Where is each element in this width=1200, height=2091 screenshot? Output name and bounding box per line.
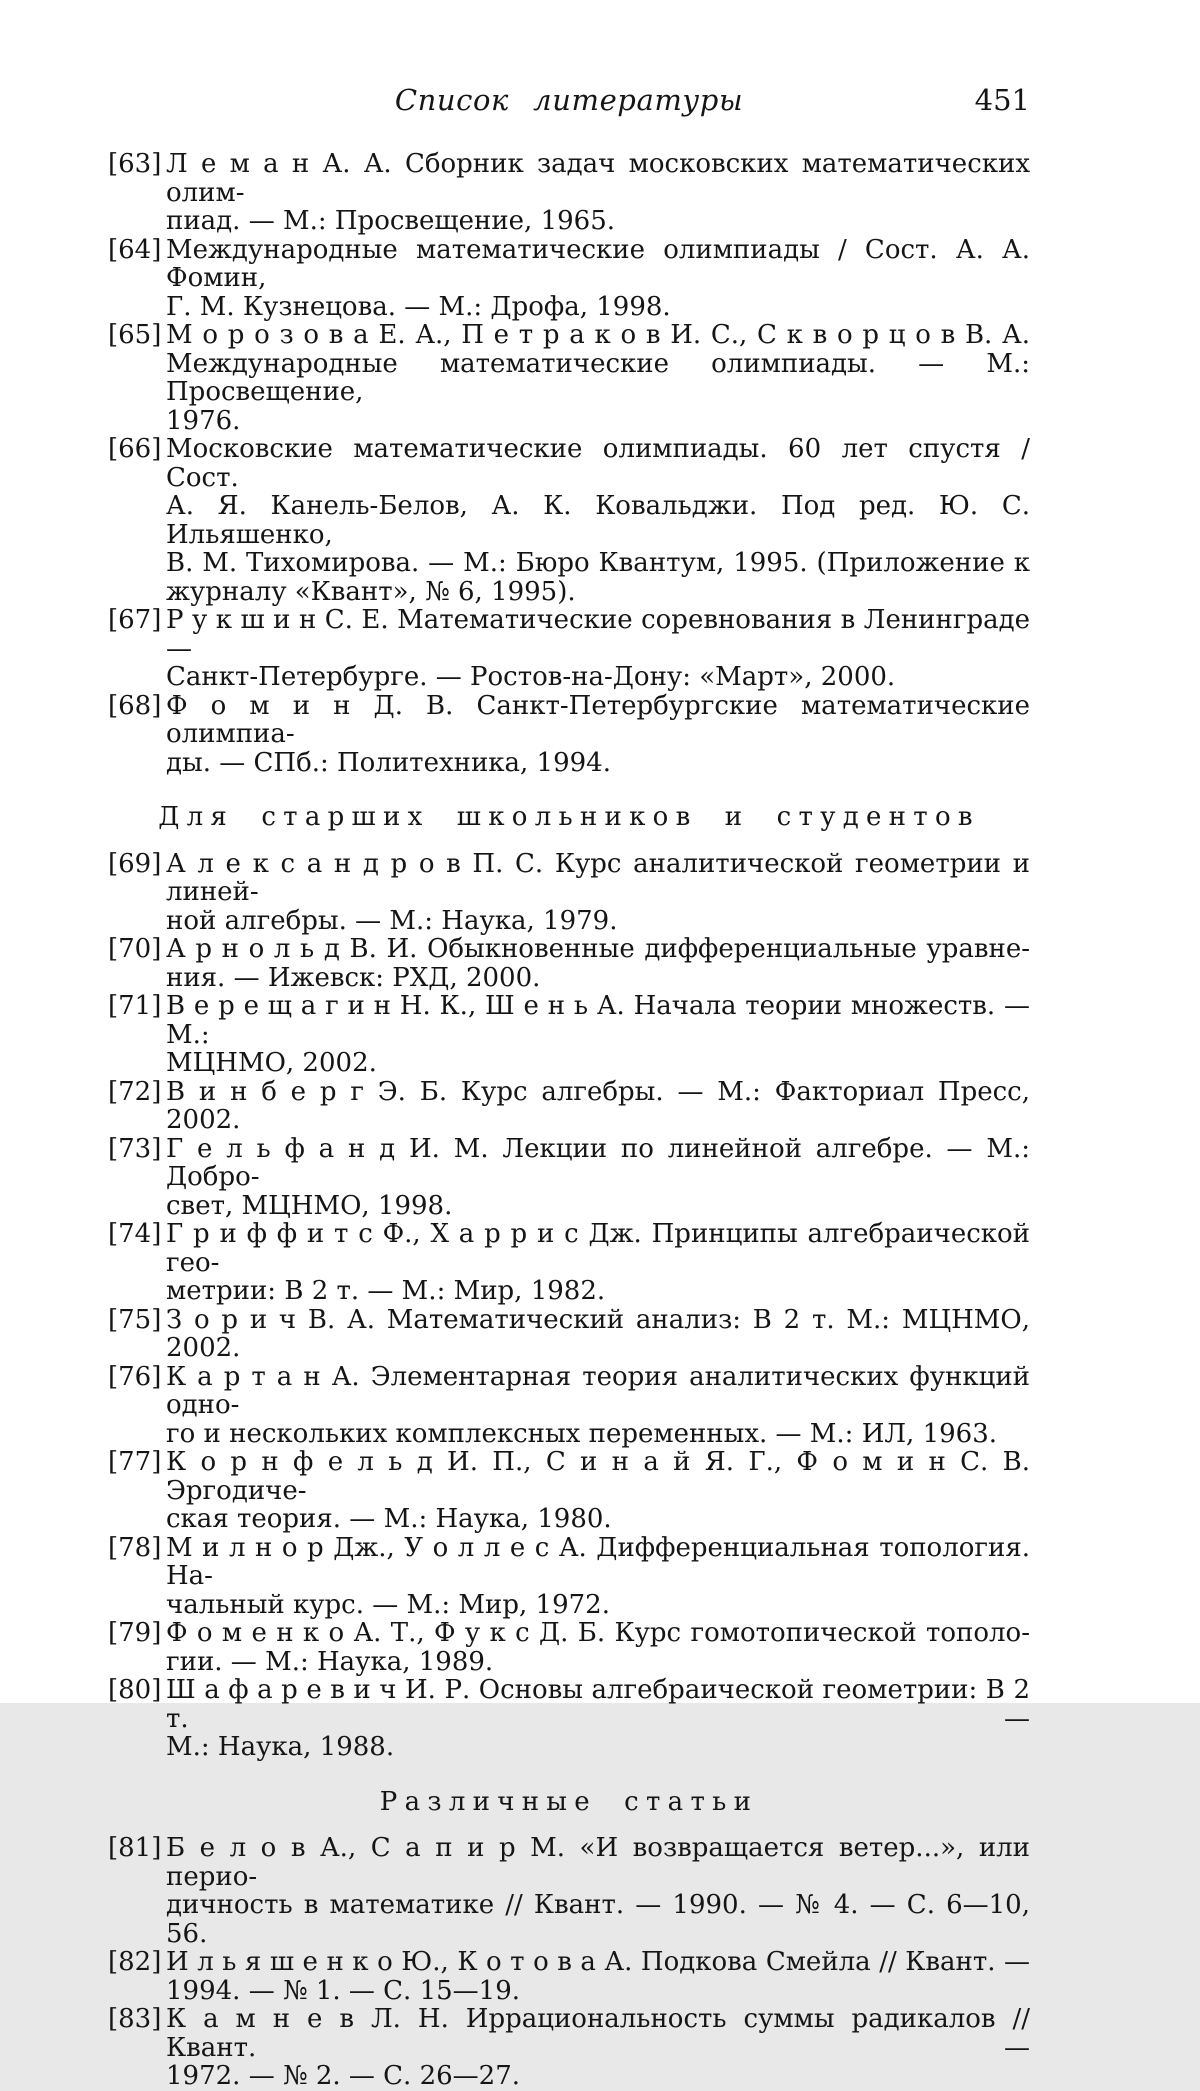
page-header [108, 82, 1030, 118]
entry-line: Р у к ш и н С. Е. Математические соревнования в Ленинграде — [166, 605, 1030, 664]
entry-line: чальный курс. — М.: Мир, 1972. [166, 1589, 610, 1620]
entry-line: И л ь я ш е н к о Ю., К о т о в а А. Подкова Смейла // Квант. — [166, 1947, 1030, 1977]
entry-line: К о р н ф е л ь д И. П., С и н а й Я. Г., Ф о м и н С. В. Эргодиче- [166, 1447, 1030, 1506]
bibliography-entry [108, 1448, 1030, 1534]
bibliography-entry [108, 2005, 1030, 2091]
entry-number: [66] [108, 434, 162, 464]
bibliography-entry [108, 692, 1030, 778]
entry-line: ды. — СПб.: Политехника, 1994. [166, 747, 611, 778]
bibliography-entry [108, 1534, 1030, 1620]
bibliography-entry [108, 1306, 1030, 1363]
bibliography-entry [108, 1220, 1030, 1306]
entry-line: М.: Наука, 1988. [166, 1732, 395, 1762]
entry-line: Ф о м е н к о А. Т., Ф у к с Д. Б. Курс гомотопической тополо- [166, 1618, 1030, 1648]
entry-number: [72] [108, 1076, 162, 1107]
entry-number: [82] [108, 1947, 162, 1977]
entry-line: Ш а ф а р е в и ч И. Р. Основы алгебраической геометрии: В 2 т. — [166, 1675, 1030, 1734]
entry-line: А л е к с а н д р о в П. С. Курс аналитической геометрии и линей- [166, 848, 1030, 907]
bibliography-entry [108, 606, 1030, 692]
entry-line: В е р е щ а г и н Н. К., Ш е н ь А. Начала теории множеств. — М.: [166, 991, 1030, 1050]
entry-line: го и нескольких комплексных переменных. — М.: ИЛ, 1963. [166, 1418, 998, 1449]
bibliography-entry [108, 850, 1030, 936]
entry-line: М о р о з о в а Е. А., П е т р а к о в И. С., С к в о р ц о в В. А. [166, 320, 1030, 350]
section-heading: Различные статьи [379, 1786, 759, 1817]
entry-number: [80] [108, 1675, 162, 1705]
entry-line: ния. — Ижевск: РХД, 2000. [166, 962, 541, 993]
bibliography-entry [108, 1078, 1030, 1135]
entry-line: Г. М. Кузнецова. — М.: Дрофа, 1998. [166, 291, 671, 322]
entry-line: В. М. Тихомирова. — М.: Бюро Квантум, 1995. (Приложение к [166, 548, 1030, 578]
page-number: 451 [974, 83, 1030, 117]
entry-number: [71] [108, 991, 162, 1021]
entry-number: [63] [108, 149, 162, 179]
entry-line: пиад. — М.: Просвещение, 1965. [166, 206, 615, 236]
entry-number: [77] [108, 1447, 162, 1477]
entry-line: В и н б е р г Э. Б. Курс алгебры. — М.: Факториал Пресс, 2002. [166, 1076, 1030, 1135]
entry-line: 1976. [166, 405, 241, 436]
bibliography-entry [108, 1619, 1030, 1676]
section-heading: Для старших школьников и студентов [158, 802, 980, 832]
running-title: Список литературы [394, 83, 744, 117]
entry-line: гии. — М.: Наука, 1989. [166, 1646, 494, 1677]
entry-number: [68] [108, 690, 162, 721]
text-column [108, 0, 1030, 2091]
entry-number: [74] [108, 1219, 162, 1249]
entry-line: дичность в математике // Квант. — 1990. — № 4. — С. 6—10, 56. [166, 1890, 1030, 1949]
entry-line: Московские математические олимпиады. 60 лет спустя / Сост. [166, 434, 1030, 493]
entry-line: 1994. — № 1. — С. 15—19. [166, 1975, 521, 2006]
entry-line: свет, МЦНМО, 1998. [166, 1190, 453, 1221]
bibliography-entry [108, 1363, 1030, 1449]
entry-number: [81] [108, 1833, 162, 1863]
entry-number: [73] [108, 1133, 162, 1164]
bibliography-entry [108, 150, 1030, 236]
entry-line: А р н о л ь д В. И. Обыкновенные дифференциальные уравне- [166, 934, 1030, 964]
entry-line: К а м н е в Л. Н. Иррациональность суммы радикалов // Квант. — [166, 2004, 1030, 2063]
bibliography-entry [108, 1135, 1030, 1221]
entry-line: Л е м а н А. А. Сборник задач московских математических олим- [166, 149, 1030, 208]
entry-number: [79] [108, 1618, 162, 1648]
entry-line: З о р и ч В. А. Математический анализ: В 2 т. М.: МЦНМО, 2002. [166, 1304, 1030, 1363]
entry-number: [69] [108, 848, 162, 879]
entry-line: МЦНМО, 2002. [166, 1048, 377, 1078]
entry-line: Международные математические олимпиады / Сост. А. А. Фомин, [166, 234, 1030, 293]
bibliography-entry [108, 1948, 1030, 2005]
bibliography-entry [108, 435, 1030, 606]
entry-line: ская теория. — М.: Наука, 1980. [166, 1504, 612, 1534]
entry-number: [75] [108, 1304, 162, 1335]
entry-number: [67] [108, 605, 162, 635]
entry-line: А. Я. Канель-Белов, А. К. Ковальджи. Под ред. Ю. С. Ильяшенко, [166, 491, 1030, 550]
bibliography-entry [108, 1834, 1030, 1948]
bibliography-entry [108, 935, 1030, 992]
entry-line: М и л н о р Дж., У о л л е с А. Дифференциальная топология. На- [166, 1532, 1030, 1591]
bibliography-entry [108, 236, 1030, 322]
entry-line: К а р т а н А. Элементарная теория аналитических функций одно- [166, 1361, 1030, 1420]
entry-number: [70] [108, 934, 162, 964]
entry-line: Г е л ь ф а н д И. М. Лекции по линейной алгебре. — М.: Добро- [166, 1133, 1030, 1192]
entry-line: Санкт-Петербурге. — Ростов-на-Дону: «Март», 2000. [166, 662, 896, 692]
entry-line: ной алгебры. — М.: Наука, 1979. [166, 905, 618, 936]
entry-line: метрии: В 2 т. — М.: Мир, 1982. [166, 1276, 606, 1306]
entry-number: [78] [108, 1532, 162, 1563]
entry-line: Б е л о в А., С а п и р М. «И возвращается ветер...», или перио- [166, 1833, 1030, 1892]
entry-line: журналу «Квант», № 6, 1995). [166, 576, 576, 607]
bibliography-entry [108, 1676, 1030, 1762]
entry-number: [65] [108, 320, 162, 350]
entry-line: 1972. — № 2. — С. 26—27. [166, 2061, 521, 2091]
bibliography-entry [108, 321, 1030, 435]
entry-line: Ф о м и н Д. В. Санкт-Петербургские математические олимпиа- [166, 690, 1030, 749]
entry-line: Г р и ф ф и т с Ф., Х а р р и с Дж. Принципы алгебраической гео- [166, 1219, 1030, 1278]
bibliography-entry [108, 992, 1030, 1078]
entry-number: [76] [108, 1361, 162, 1392]
entry-number: [83] [108, 2004, 162, 2034]
bibliography-list [108, 150, 1030, 2091]
entry-number: [64] [108, 234, 162, 265]
entry-line: Международные математические олимпиады. — М.: Просвещение, [166, 348, 1030, 407]
